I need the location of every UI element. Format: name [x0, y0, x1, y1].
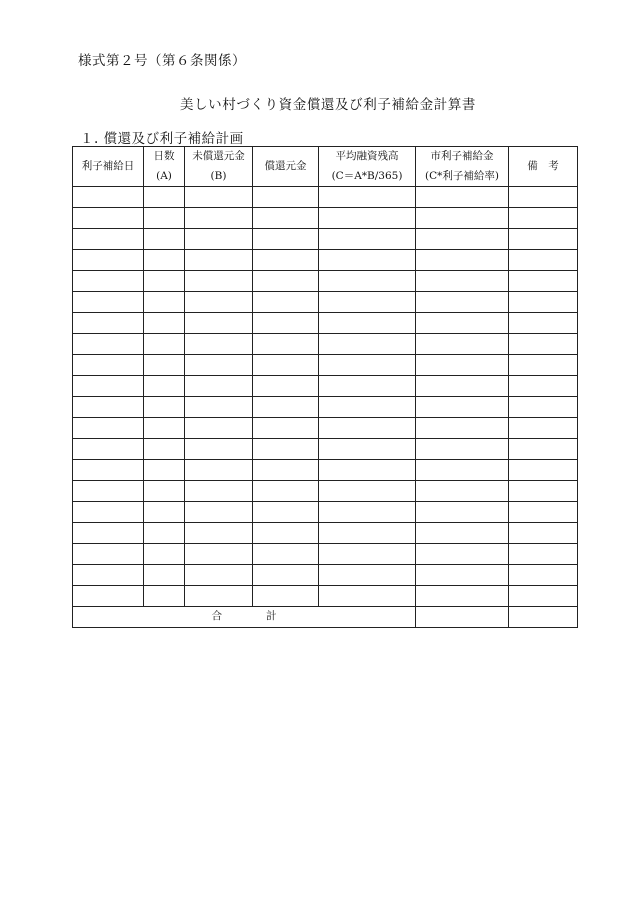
cell-days[interactable] — [144, 460, 185, 481]
cell-interest-subsidy-date[interactable] — [73, 397, 144, 418]
cell-unpaid-principal[interactable] — [185, 502, 253, 523]
header-days — [144, 147, 185, 187]
header-line: 利子補給日 — [81, 159, 135, 172]
cell-days[interactable] — [144, 292, 185, 313]
cell-average-loan-balance[interactable] — [319, 208, 416, 229]
cell-interest-subsidy-date[interactable] — [73, 187, 144, 208]
cell-unpaid-principal[interactable] — [185, 292, 253, 313]
cell-interest-subsidy-date[interactable] — [73, 586, 144, 607]
cell-days[interactable] — [144, 334, 185, 355]
table-row — [73, 313, 578, 334]
cell-average-loan-balance[interactable] — [319, 523, 416, 544]
table-row — [73, 565, 578, 586]
cell-city-interest-subsidy[interactable] — [416, 250, 509, 271]
table-row — [73, 481, 578, 502]
cell-city-interest-subsidy[interactable] — [416, 439, 509, 460]
cell-remarks[interactable] — [509, 544, 578, 565]
cell-interest-subsidy-date[interactable] — [73, 208, 144, 229]
cell-unpaid-principal[interactable] — [185, 334, 253, 355]
cell-interest-subsidy-date[interactable] — [73, 460, 144, 481]
cell-remarks[interactable] — [509, 208, 578, 229]
cell-unpaid-principal[interactable] — [185, 229, 253, 250]
cell-city-interest-subsidy[interactable] — [416, 271, 509, 292]
table-row — [73, 376, 578, 397]
cell-average-loan-balance[interactable] — [319, 565, 416, 586]
cell-city-interest-subsidy[interactable] — [416, 292, 509, 313]
section-heading: １. 償還及び利子補給計画 — [80, 131, 244, 147]
cell-remarks[interactable] — [509, 334, 578, 355]
header-remarks — [509, 147, 578, 187]
cell-remarks[interactable] — [509, 418, 578, 439]
cell-remarks[interactable] — [509, 229, 578, 250]
cell-repaid-principal[interactable] — [253, 187, 319, 208]
header-unpaid-principal — [185, 147, 253, 187]
cell-average-loan-balance[interactable] — [319, 313, 416, 334]
cell-city-interest-subsidy[interactable] — [416, 208, 509, 229]
cell-interest-subsidy-date[interactable] — [73, 313, 144, 334]
cell-remarks[interactable] — [509, 271, 578, 292]
header-line: 未償還元金 — [192, 149, 245, 162]
cell-unpaid-principal[interactable] — [185, 187, 253, 208]
table-row — [73, 208, 578, 229]
table-row — [73, 418, 578, 439]
header-line: 日数 — [153, 149, 175, 162]
cell-interest-subsidy-date[interactable] — [73, 502, 144, 523]
header-line: (B) — [210, 170, 227, 182]
table-row — [73, 523, 578, 544]
cell-unpaid-principal[interactable] — [185, 313, 253, 334]
cell-remarks[interactable] — [509, 439, 578, 460]
cell-days[interactable] — [144, 565, 185, 586]
cell-repaid-principal[interactable] — [253, 292, 319, 313]
cell-unpaid-principal[interactable] — [185, 481, 253, 502]
cell-repaid-principal[interactable] — [253, 502, 319, 523]
cell-unpaid-principal[interactable] — [185, 271, 253, 292]
cell-average-loan-balance[interactable] — [319, 250, 416, 271]
cell-unpaid-principal[interactable] — [185, 418, 253, 439]
cell-days[interactable] — [144, 544, 185, 565]
cell-interest-subsidy-date[interactable] — [73, 271, 144, 292]
cell-city-interest-subsidy[interactable] — [416, 187, 509, 208]
cell-interest-subsidy-date[interactable] — [73, 355, 144, 376]
header-line: 償還元金 — [264, 159, 307, 172]
table-header-row — [73, 147, 578, 187]
header-line: (C＝A*B/365) — [331, 170, 403, 182]
cell-average-loan-balance[interactable] — [319, 481, 416, 502]
cell-unpaid-principal[interactable] — [185, 250, 253, 271]
cell-days[interactable] — [144, 586, 185, 607]
cell-days[interactable] — [144, 313, 185, 334]
cell-remarks[interactable] — [509, 565, 578, 586]
cell-average-loan-balance[interactable] — [319, 334, 416, 355]
cell-repaid-principal[interactable] — [253, 544, 319, 565]
cell-repaid-principal[interactable] — [253, 418, 319, 439]
cell-average-loan-balance[interactable] — [319, 439, 416, 460]
cell-city-interest-subsidy[interactable] — [416, 502, 509, 523]
cell-unpaid-principal[interactable] — [185, 376, 253, 397]
cell-city-interest-subsidy[interactable] — [416, 586, 509, 607]
total-remarks-cell[interactable] — [509, 607, 578, 628]
cell-unpaid-principal[interactable] — [185, 565, 253, 586]
cell-repaid-principal[interactable] — [253, 313, 319, 334]
header-line: 備 考 — [527, 159, 559, 172]
cell-days[interactable] — [144, 439, 185, 460]
table-row — [73, 502, 578, 523]
total-label-cell — [73, 607, 416, 628]
cell-average-loan-balance[interactable] — [319, 292, 416, 313]
table-body — [73, 187, 578, 628]
cell-unpaid-principal[interactable] — [185, 460, 253, 481]
cell-interest-subsidy-date[interactable] — [73, 544, 144, 565]
cell-interest-subsidy-date[interactable] — [73, 439, 144, 460]
total-row — [73, 607, 578, 628]
form-number: 様式第２号（第６条関係） — [78, 53, 246, 69]
cell-remarks[interactable] — [509, 376, 578, 397]
cell-remarks[interactable] — [509, 502, 578, 523]
cell-interest-subsidy-date[interactable] — [73, 418, 144, 439]
cell-average-loan-balance[interactable] — [319, 397, 416, 418]
header-line: (A) — [156, 170, 172, 182]
cell-city-interest-subsidy[interactable] — [416, 523, 509, 544]
cell-average-loan-balance[interactable] — [319, 355, 416, 376]
cell-average-loan-balance[interactable] — [319, 544, 416, 565]
total-label-left: 合 — [211, 610, 222, 623]
table-row — [73, 355, 578, 376]
cell-remarks[interactable] — [509, 292, 578, 313]
cell-unpaid-principal[interactable] — [185, 523, 253, 544]
cell-remarks[interactable] — [509, 355, 578, 376]
header-line: (C*利子補給率) — [425, 170, 499, 182]
cell-days[interactable] — [144, 502, 185, 523]
total-label-right: 計 — [266, 610, 277, 623]
cell-days[interactable] — [144, 397, 185, 418]
cell-repaid-principal[interactable] — [253, 376, 319, 397]
cell-remarks[interactable] — [509, 460, 578, 481]
cell-repaid-principal[interactable] — [253, 397, 319, 418]
cell-repaid-principal[interactable] — [253, 460, 319, 481]
cell-repaid-principal[interactable] — [253, 208, 319, 229]
cell-days[interactable] — [144, 187, 185, 208]
cell-average-loan-balance[interactable] — [319, 502, 416, 523]
table-row — [73, 460, 578, 481]
table-row — [73, 271, 578, 292]
cell-days[interactable] — [144, 271, 185, 292]
header-line: 平均融資残高 — [335, 149, 399, 162]
cell-city-interest-subsidy[interactable] — [416, 355, 509, 376]
header-average-loan-balance — [319, 147, 416, 187]
cell-city-interest-subsidy[interactable] — [416, 565, 509, 586]
table-row — [73, 397, 578, 418]
cell-repaid-principal[interactable] — [253, 355, 319, 376]
cell-interest-subsidy-date[interactable] — [73, 229, 144, 250]
cell-interest-subsidy-date[interactable] — [73, 334, 144, 355]
table-row — [73, 586, 578, 607]
cell-unpaid-principal[interactable] — [185, 397, 253, 418]
table-row — [73, 292, 578, 313]
cell-remarks[interactable] — [509, 481, 578, 502]
table-row — [73, 544, 578, 565]
cell-city-interest-subsidy[interactable] — [416, 460, 509, 481]
cell-city-interest-subsidy[interactable] — [416, 376, 509, 397]
cell-repaid-principal[interactable] — [253, 334, 319, 355]
cell-city-interest-subsidy[interactable] — [416, 334, 509, 355]
header-interest-subsidy-date — [73, 147, 144, 187]
cell-repaid-principal[interactable] — [253, 481, 319, 502]
header-repaid-principal — [253, 147, 319, 187]
table-row — [73, 250, 578, 271]
cell-remarks[interactable] — [509, 313, 578, 334]
cell-remarks[interactable] — [509, 397, 578, 418]
cell-days[interactable] — [144, 250, 185, 271]
cell-repaid-principal[interactable] — [253, 523, 319, 544]
cell-city-interest-subsidy[interactable] — [416, 544, 509, 565]
cell-average-loan-balance[interactable] — [319, 229, 416, 250]
cell-average-loan-balance[interactable] — [319, 586, 416, 607]
cell-days[interactable] — [144, 355, 185, 376]
cell-interest-subsidy-date[interactable] — [73, 376, 144, 397]
cell-days[interactable] — [144, 418, 185, 439]
cell-unpaid-principal[interactable] — [185, 586, 253, 607]
header-city-interest-subsidy — [416, 147, 509, 187]
cell-repaid-principal[interactable] — [253, 250, 319, 271]
cell-remarks[interactable] — [509, 187, 578, 208]
cell-repaid-principal[interactable] — [253, 565, 319, 586]
cell-average-loan-balance[interactable] — [319, 187, 416, 208]
cell-days[interactable] — [144, 523, 185, 544]
cell-interest-subsidy-date[interactable] — [73, 565, 144, 586]
cell-city-interest-subsidy[interactable] — [416, 481, 509, 502]
cell-average-loan-balance[interactable] — [319, 376, 416, 397]
cell-remarks[interactable] — [509, 586, 578, 607]
cell-days[interactable] — [144, 208, 185, 229]
cell-city-interest-subsidy[interactable] — [416, 418, 509, 439]
cell-average-loan-balance[interactable] — [319, 460, 416, 481]
cell-interest-subsidy-date[interactable] — [73, 292, 144, 313]
cell-city-interest-subsidy[interactable] — [416, 397, 509, 418]
cell-interest-subsidy-date[interactable] — [73, 250, 144, 271]
table-row — [73, 439, 578, 460]
cell-days[interactable] — [144, 229, 185, 250]
cell-interest-subsidy-date[interactable] — [73, 523, 144, 544]
cell-repaid-principal[interactable] — [253, 439, 319, 460]
cell-unpaid-principal[interactable] — [185, 544, 253, 565]
cell-remarks[interactable] — [509, 250, 578, 271]
total-city-subsidy-cell[interactable] — [416, 607, 509, 628]
cell-repaid-principal[interactable] — [253, 586, 319, 607]
document-title: 美しい村づくり資金償還及び利子補給金計算書 — [179, 97, 477, 113]
header-line: 市利子補給金 — [430, 149, 494, 162]
cell-repaid-principal[interactable] — [253, 229, 319, 250]
cell-unpaid-principal[interactable] — [185, 208, 253, 229]
cell-average-loan-balance[interactable] — [319, 418, 416, 439]
cell-days[interactable] — [144, 481, 185, 502]
cell-city-interest-subsidy[interactable] — [416, 229, 509, 250]
cell-unpaid-principal[interactable] — [185, 355, 253, 376]
cell-interest-subsidy-date[interactable] — [73, 481, 144, 502]
cell-days[interactable] — [144, 376, 185, 397]
cell-city-interest-subsidy[interactable] — [416, 313, 509, 334]
cell-average-loan-balance[interactable] — [319, 271, 416, 292]
cell-repaid-principal[interactable] — [253, 271, 319, 292]
cell-unpaid-principal[interactable] — [185, 439, 253, 460]
table-row — [73, 334, 578, 355]
repayment-plan-table — [72, 146, 578, 628]
table-row — [73, 229, 578, 250]
cell-remarks[interactable] — [509, 523, 578, 544]
table-row — [73, 187, 578, 208]
